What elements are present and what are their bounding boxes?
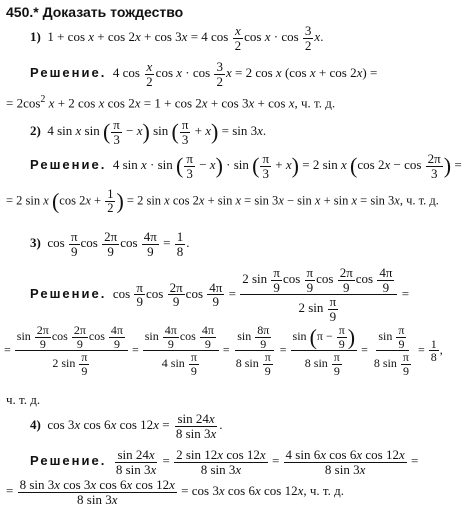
problem-4-solution-line-1: Решение. $\frac{\sin 24x}{8 \sin 3x}$ = $\frac{\text{2 sin 12x cos 12x}}{8 \sin 3x}$ = $\frac{\text{4 sin 6x cos 6x cos 12x}}{8 \sin 3x}$ = — [30, 447, 419, 477]
problem-1-solution-line-1: Решение. 4 cos $\frac{x}{2}$ cos x · cos $\frac{3}{2}$ x = 2 cos x (cos x + cos 2x) = — [30, 59, 378, 89]
problem-title: 450.* Доказать тождество — [6, 4, 184, 20]
problem-3-statement: 3) cos $\frac{\pi}{9}$ cos $\frac{2\pi}{9}$ cos $\frac{4\pi}{9}$ = $\frac{1}{8}$ . — [30, 229, 190, 259]
problem-2-solution-line-1: Решение. 4 sin x · sin ( $\frac{\pi}{3}$ − x) · sin ( $\frac{\pi}{3}$ + x) = 2 sin x (cos 2x − cos $\frac{2\pi}{3}$ ) = — [30, 151, 462, 181]
problem-2-solution-line-2: = 2 sin x (cos 2x + $\frac{1}{2}$ ) = 2 sin x cos 2x + sin x = sin 3x − sin x + sin x = sin 3x, ч. т. д. — [6, 187, 439, 216]
problem-1-statement: 1) 1 + cos x + cos 2x + cos 3x = 4 cos $\frac{x}{2}$ cos x · cos $\frac{3}{2}$ x. — [30, 23, 324, 53]
problem-2-statement: 2) 4 sin x sin ( $\frac{\pi}{3}$ − x) sin ( $\frac{\pi}{3}$ + x) = sin 3x. — [30, 117, 267, 147]
problem-4-solution-line-2: = $\frac{\text{8 sin 3x cos 3x cos 6x cos 12x}}{8 \sin 3x}$ = cos 3x cos 6x cos 12x, ч. т. д. — [6, 477, 344, 507]
problem-3-solution-line-2: = sin $\frac{2\pi}{9}$ cos $\frac{2\pi}{9}$ cos $\frac{4\pi}{9}$ 2 sin $\frac{\pi}{9}$ = sin $\frac{4\pi}{9}$ cos $\frac{4\pi}{9}$ 4 sin $\frac{\pi}{9}$ = sin $\frac{8\pi}{9}$ 8 sin $\frac{\pi}{9}$ = sin (π − $\frac{\pi}{9}$ ) 8 sin $\frac{\pi}{9}$ = sin $\frac{\pi}{9}$ 8 sin $\frac{\pi}{9}$ = $\frac{1}{8}$ , — [4, 323, 443, 378]
problem-4-statement: 4) cos 3x cos 6x cos 12x = $\frac{\sin 24x}{8 \sin 3x}$ . — [30, 411, 223, 441]
problem-1-solution-line-2: = $2\cos^2$ x + 2 cos x cos 2x = 1 + cos 2x + cos 3x + cos x, ч. т. д. — [6, 94, 336, 111]
problem-3-solution-line-1: Решение. cos $\frac{\pi}{9}$ cos $\frac{2\pi}{9}$ cos $\frac{4\pi}{9}$ = 2 sin $\frac{\pi}{9}$ cos $\frac{\pi}{9}$ cos $\frac{2\pi}{9}$ cos $\frac{4\pi}{9}$ 2 sin $\frac{\pi}{9}$ = — [30, 265, 410, 324]
problem-3-qed: ч. т. д. — [6, 392, 41, 407]
